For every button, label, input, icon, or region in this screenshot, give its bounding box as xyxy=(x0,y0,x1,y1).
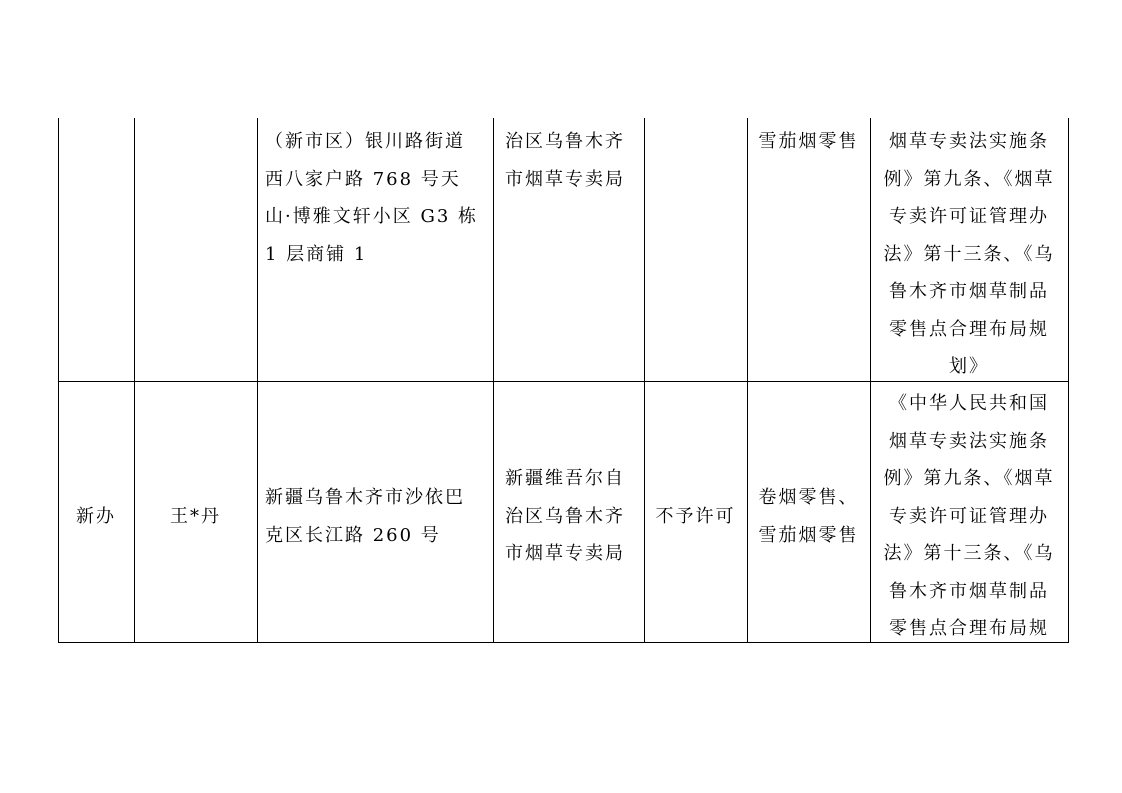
address-cell xyxy=(257,479,493,554)
basis-line: 法》第十三条、《乌 xyxy=(883,543,1055,564)
decision-text: 不予许可 xyxy=(655,506,736,527)
authority-line: 市烟草专卖局 xyxy=(505,543,625,564)
scope-line: 雪茄烟零售 xyxy=(758,524,859,546)
basis-line: 烟草专卖法实施条 xyxy=(889,131,1049,152)
authority-line: 市烟草专卖局 xyxy=(505,168,625,190)
authority-cell xyxy=(493,460,644,573)
basis-line: 专卖许可证管理办 xyxy=(889,206,1049,227)
applicant-cell xyxy=(134,498,257,536)
authority-line: 治区乌鲁木齐 xyxy=(505,131,625,152)
basis-cell xyxy=(870,385,1068,648)
basis-line: 烟草专卖法实施条 xyxy=(889,430,1049,452)
basis-line: 鲁木齐市烟草制品 xyxy=(889,580,1049,602)
basis-line: 《中华人民共和国 xyxy=(889,393,1049,414)
applicant-name: 王*丹 xyxy=(170,506,221,527)
address-line: 克区长江路 260 号 xyxy=(265,524,441,546)
basis-line: 零售点合理布局规 xyxy=(889,318,1049,340)
basis-line: 鲁木齐市烟草制品 xyxy=(889,281,1049,302)
decision-cell xyxy=(644,498,747,536)
scope-cell xyxy=(747,479,870,554)
basis-line: 例》第九条、《烟草 xyxy=(883,468,1055,489)
basis-line: 划》 xyxy=(949,356,989,377)
basis-line: 零售点合理布局规 xyxy=(889,618,1049,639)
application-type: 新办 xyxy=(76,506,116,527)
basis-cell xyxy=(870,123,1068,386)
address-line: 新疆乌鲁木齐市沙依巴 xyxy=(265,487,465,508)
application-type-cell xyxy=(58,498,134,536)
address-line: 山·博雅文轩小区 G3 栋 xyxy=(265,206,478,227)
address-line: （新市区）银川路街道 xyxy=(265,131,465,152)
address-line: 1 层商铺 1 xyxy=(265,243,368,265)
authority-line: 治区乌鲁木齐 xyxy=(505,505,625,527)
authority-cell xyxy=(493,123,644,198)
scope-cell xyxy=(747,123,870,161)
scope-line: 雪茄烟零售 xyxy=(758,131,859,152)
authority-line: 新疆维吾尔自 xyxy=(505,468,625,489)
address-line: 西八家户路 768 号天 xyxy=(265,168,461,190)
basis-line: 专卖许可证管理办 xyxy=(889,505,1049,527)
scope-line: 卷烟零售、 xyxy=(758,487,859,508)
basis-line: 法》第十三条、《乌 xyxy=(883,243,1055,265)
table-row xyxy=(257,123,493,273)
basis-line: 例》第九条、《烟草 xyxy=(883,168,1055,190)
